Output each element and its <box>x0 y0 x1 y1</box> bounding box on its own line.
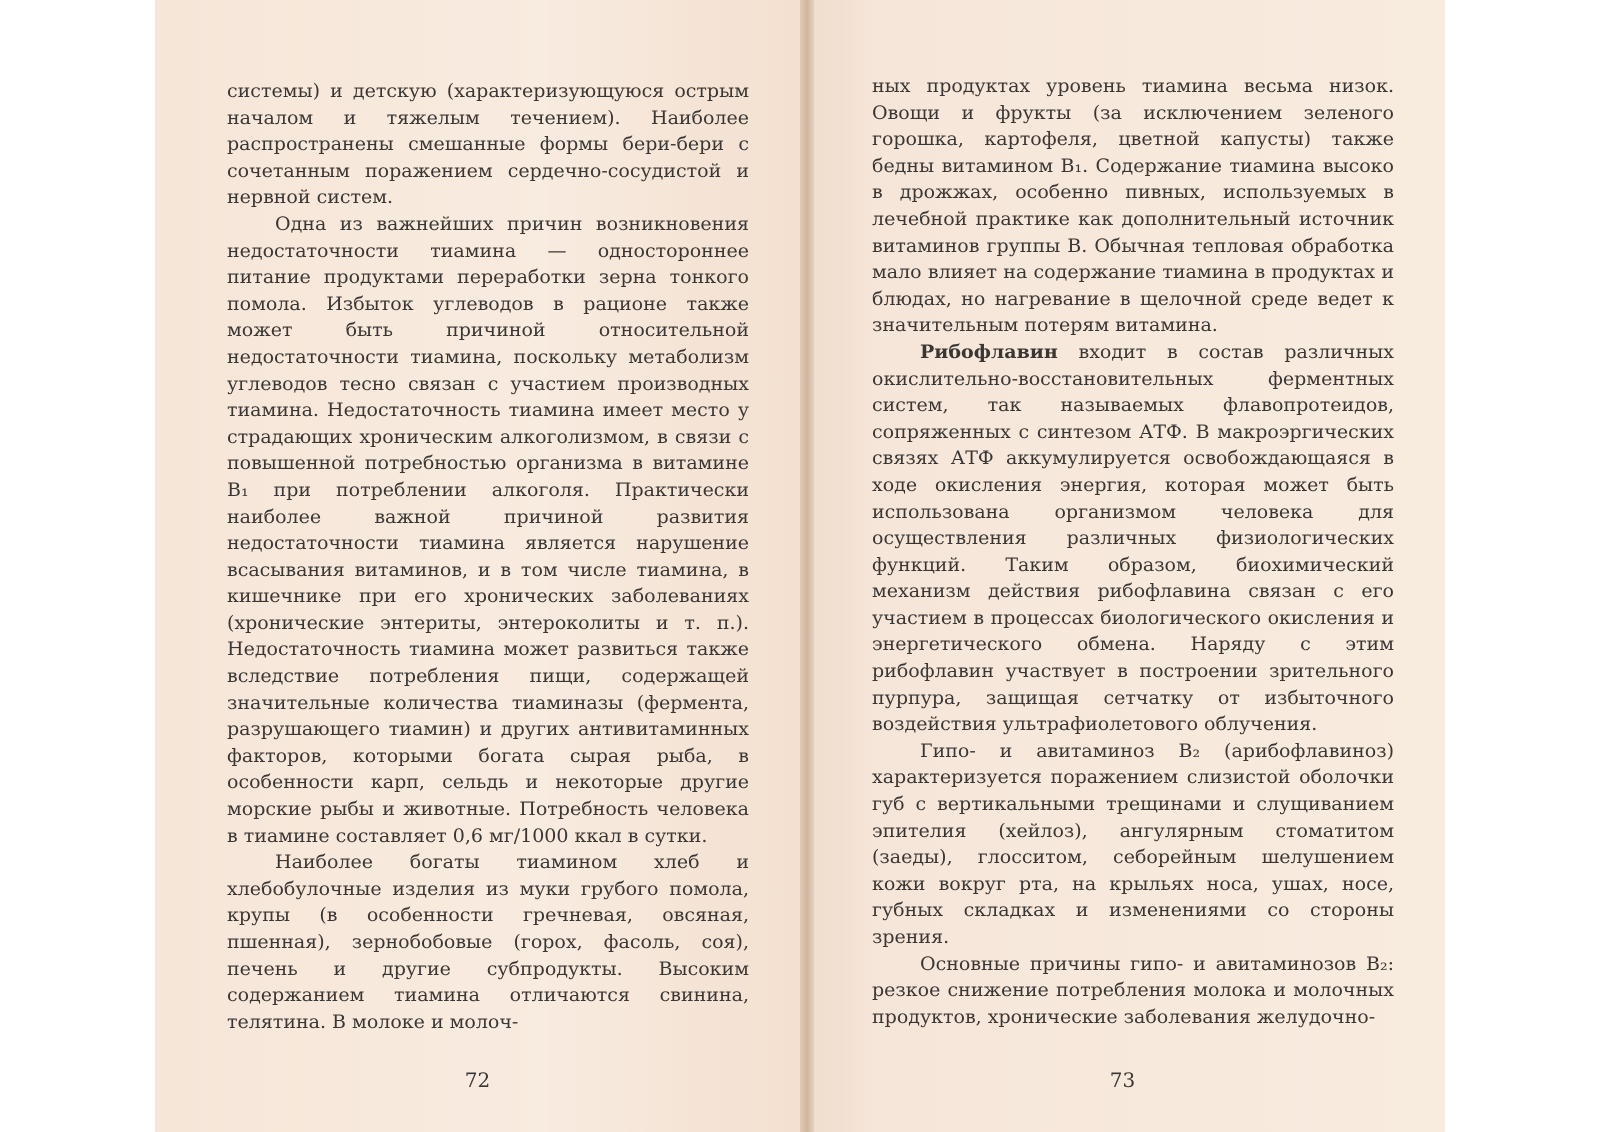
right-page-text <box>872 73 1394 1030</box>
paragraph: Одна из важнейших причин возникновения недостаточности тиамина — одностороннее питание продуктами переработки зерна тонкого помола. Избыток углеводов в рационе также может быть причиной относительной недостаточности тиамина, поскольку метаболизм углеводов тесно связан с участием производных тиамина. Недостаточность тиамина имеет место у страдающих хроническим алкоголизмом, в связи с повышенной потребностью организма в витамине В₁ при потреблении алкоголя. Практически наиболее важной причиной развития недостаточности тиамина является нарушение всасывания витаминов, и в том числе тиамина, в кишечнике при его хронических заболеваниях (хронические энтериты, энтероколиты и т. п.). Недостаточность тиамина может развиться также вследствие потребления пищи, содержащей значительные количества тиаминазы (фермента, разрушающего тиамин) и других антивитаминных факторов, которыми богата сырая рыба, в особенности карп, сельдь и некоторые другие морские рыбы и животные. Потребность человека в тиамине составляет 0,6 мг/1000 ккал в сутки. <box>227 212 749 847</box>
left-page <box>155 0 800 1132</box>
book-spread <box>155 0 1445 1132</box>
paragraph: Основные причины гипо- и авитаминозов В₂: резкое снижение потребления молока и молочных продуктов, хронические заболевания желудочно- <box>872 952 1394 1028</box>
paragraph: Гипо- и авитаминоз В₂ (арибофлавиноз) характеризуется поражением слизистой оболочки губ с вертикальными трещинами и слущиванием эпителия (хейлоз), ангулярным стоматитом (заеды), глосситом, себорейным шелушением кожи вокруг рта, на крыльях носа, ушах, носе, губных складках и изменениями со стороны зрения. <box>872 739 1394 948</box>
paragraph <box>872 339 1394 738</box>
book-gutter <box>800 0 814 1132</box>
page-number: 73 <box>1109 1068 1136 1092</box>
paragraph: ных продуктах уровень тиамина весьма низок. Овощи и фрукты (за исключением зеленого горошка, картофеля, цветной капусты) также бедны витамином В₁. Содержание тиамина высоко в дрожжах, особенно пивных, используемых в лечебной практике как дополнительный источник витаминов группы В. Обычная тепловая обработка мало влияет на содержание тиамина в продуктах и блюдах, но нагревание в щелочной среде ведет к значительным потерям витамина. <box>872 75 1394 337</box>
paragraph: Наиболее богаты тиамином хлеб и хлебобулочные изделия из муки грубого помола, крупы (в особенности гречневая, овсяная, пшенная), зернобобовые (горох, фасоль, соя), печень и другие субпродукты. Высоким содержанием тиамина отличаются свинина, телятина. В молоке и молоч- <box>227 851 749 1033</box>
paragraph-body: входит в состав различных окислительно-восстановительных ферментных систем, так называемых флавопротеидов, сопряженных с синтезом АТФ. В макроэргических связях АТФ аккумулируется освобождающаяся в ходе окисления энергия, которая может быть использована организмом человека для осуществления различных физиологических функций. Таким образом, биохимический механизм действия рибофлавина связан с его участием в процессах биологического окисления и энергетического обмена. Наряду с этим рибофлавин участвует в построении зрительного пурпура, защищая сетчатку от избыточного воздействия ультрафиолетового облучения. <box>872 340 1394 736</box>
page-number: 72 <box>464 1068 491 1092</box>
right-page <box>800 0 1445 1132</box>
term-heading: Рибофлавин <box>920 340 1058 363</box>
left-page-text <box>227 78 749 1035</box>
paragraph: системы) и детскую (характеризующуюся острым началом и тяжелым течением). Наиболее распространены смешанные формы бери-бери с сочетанным поражением сердечно-сосудистой и нервной систем. <box>227 80 749 209</box>
